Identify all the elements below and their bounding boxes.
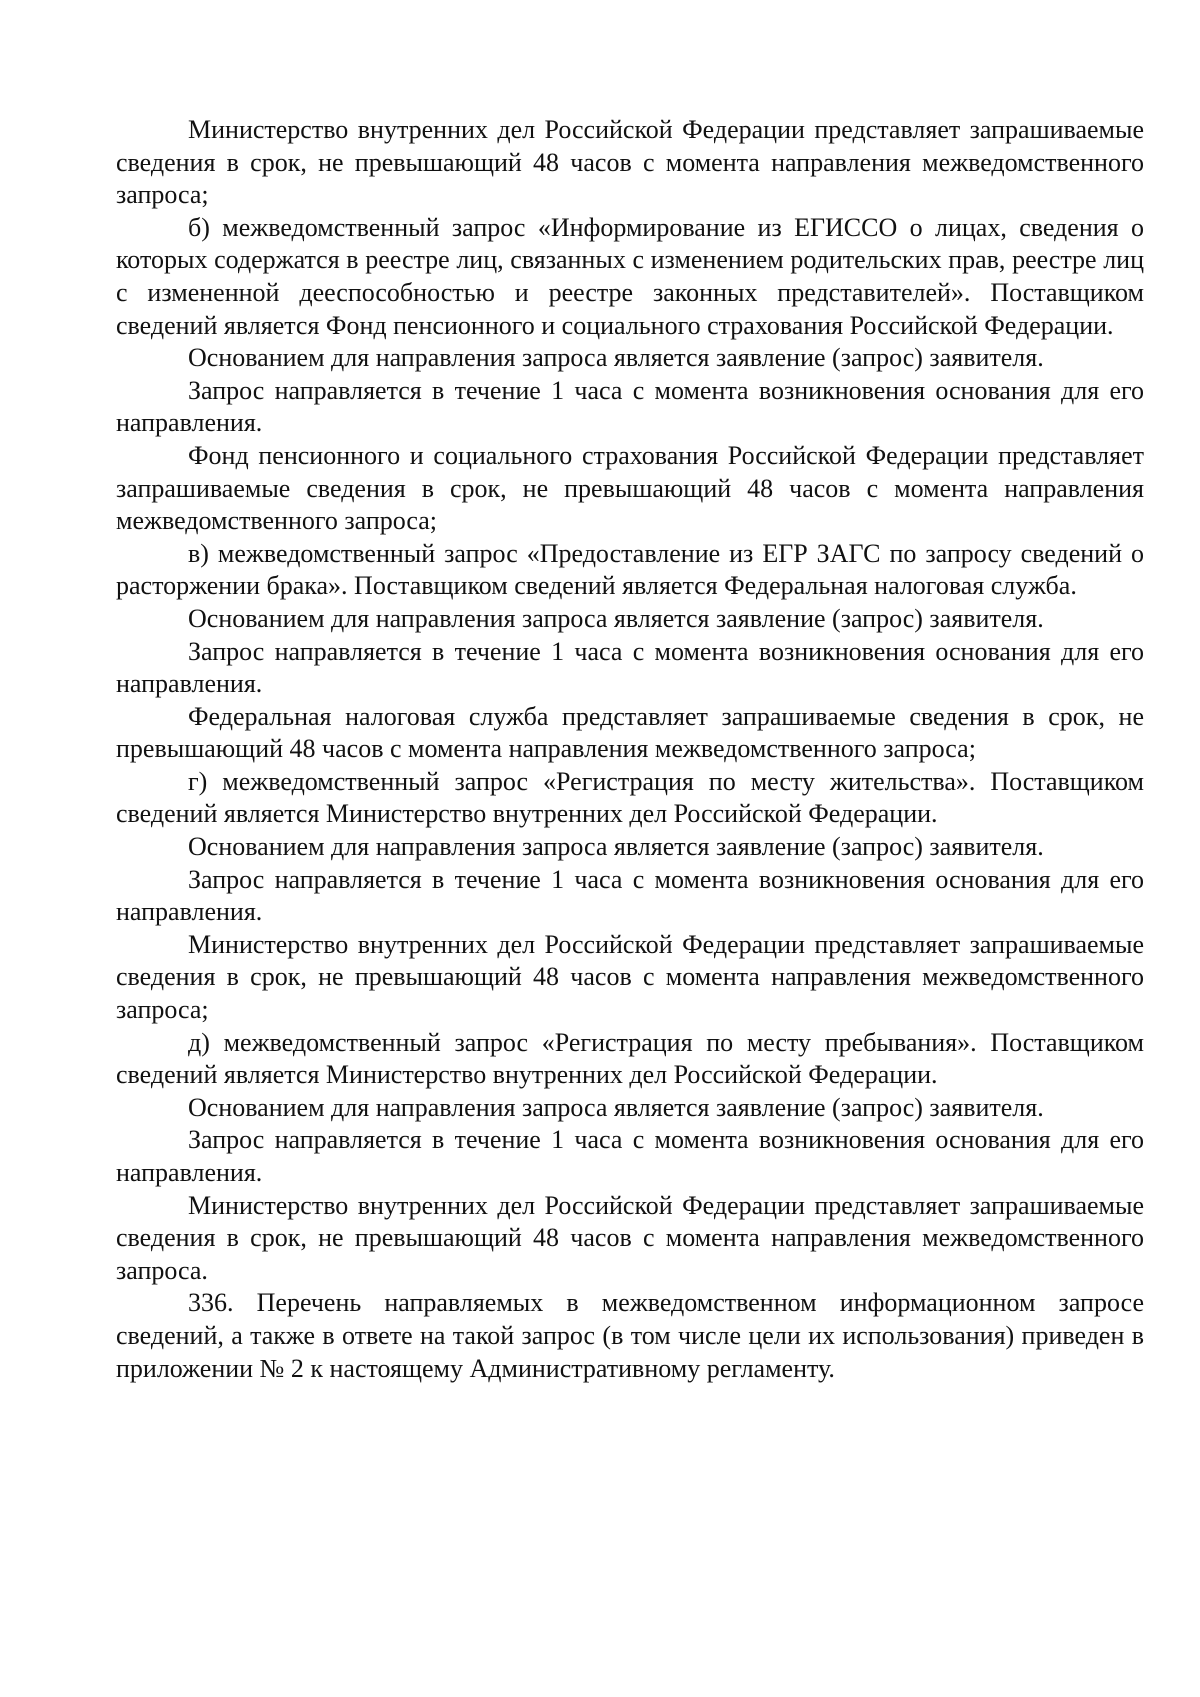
paragraph-item-v-zags: в) межведомственный запрос «Предоставление из ЕГР ЗАГС по запросу сведений о расторжении брака». Поставщиком сведений является Федеральная налоговая служба. <box>116 538 1144 601</box>
paragraph-mvd-response-time-3: Министерство внутренних дел Российской Федерации представляет запрашиваемые сведения в срок, не превышающий 48 часов с момента направления межведомственного запроса. <box>116 1190 1144 1285</box>
paragraph-fns-response-time: Федеральная налоговая служба представляет запрашиваемые сведения в срок, не превышающий 48 часов с момента направления межведомственного запроса; <box>116 701 1144 764</box>
paragraph-timing-4: Запрос направляется в течение 1 часа с момента возникновения основания для его направления. <box>116 864 1144 927</box>
paragraph-sfr-response-time: Фонд пенсионного и социального страхования Российской Федерации представляет запрашиваемые сведения в срок, не превышающий 48 часов с момента направления межведомственного запроса; <box>116 440 1144 536</box>
paragraph-item-g-residence: г) межведомственный запрос «Регистрация по месту жительства». Поставщиком сведений является Министерство внутренних дел Российской Федерации. <box>116 766 1144 829</box>
paragraph-mvd-response-time-1: Министерство внутренних дел Российской Федерации представляет запрашиваемые сведения в срок, не превышающий 48 часов с момента направления межведомственного запроса; <box>116 115 1144 210</box>
paragraph-basis-4: Основанием для направления запроса является заявление (запрос) заявителя. <box>188 832 1044 862</box>
paragraph-basis-2: Основанием для направления запроса является заявление (запрос) заявителя. <box>188 343 1044 373</box>
paragraph-timing-2: Запрос направляется в течение 1 часа с момента возникновения основания для его направления. <box>116 375 1144 438</box>
paragraph-basis-5: Основанием для направления запроса является заявление (запрос) заявителя. <box>188 1092 1044 1122</box>
paragraph-basis-3: Основанием для направления запроса является заявление (запрос) заявителя. <box>188 603 1044 633</box>
paragraph-timing-3: Запрос направляется в течение 1 часа с момента возникновения основания для его направления. <box>116 636 1144 699</box>
paragraph-item-d-stay: д) межведомственный запрос «Регистрация по месту пребывания». Поставщиком сведений является Министерство внутренних дел Российской Федерации. <box>116 1027 1144 1090</box>
paragraph-item-b-egisso: б) межведомственный запрос «Информирование из ЕГИССО о лицах, сведения о которых содержатся в реестре лиц, связанных с изменением родительских прав, реестре лиц с измененной дееспособностью и реестре законных представителей». Поставщиком сведений является Фонд пенсионного и социального страхования Российской Федерации. <box>116 212 1144 340</box>
paragraph-timing-5: Запрос направляется в течение 1 часа с момента возникновения основания для его направления. <box>116 1125 1144 1187</box>
paragraph-mvd-response-time-2: Министерство внутренних дел Российской Федерации представляет запрашиваемые сведения в срок, не превышающий 48 часов с момента направления межведомственного запроса; <box>116 929 1144 1025</box>
paragraph-336-list: 336. Перечень направляемых в межведомственном информационном запросе сведений, а также в ответе на такой запрос (в том числе цели их использования) приведен в приложении № 2 к настоящему Административному регламенту. <box>116 1288 1144 1383</box>
document-body <box>116 114 1144 1385</box>
